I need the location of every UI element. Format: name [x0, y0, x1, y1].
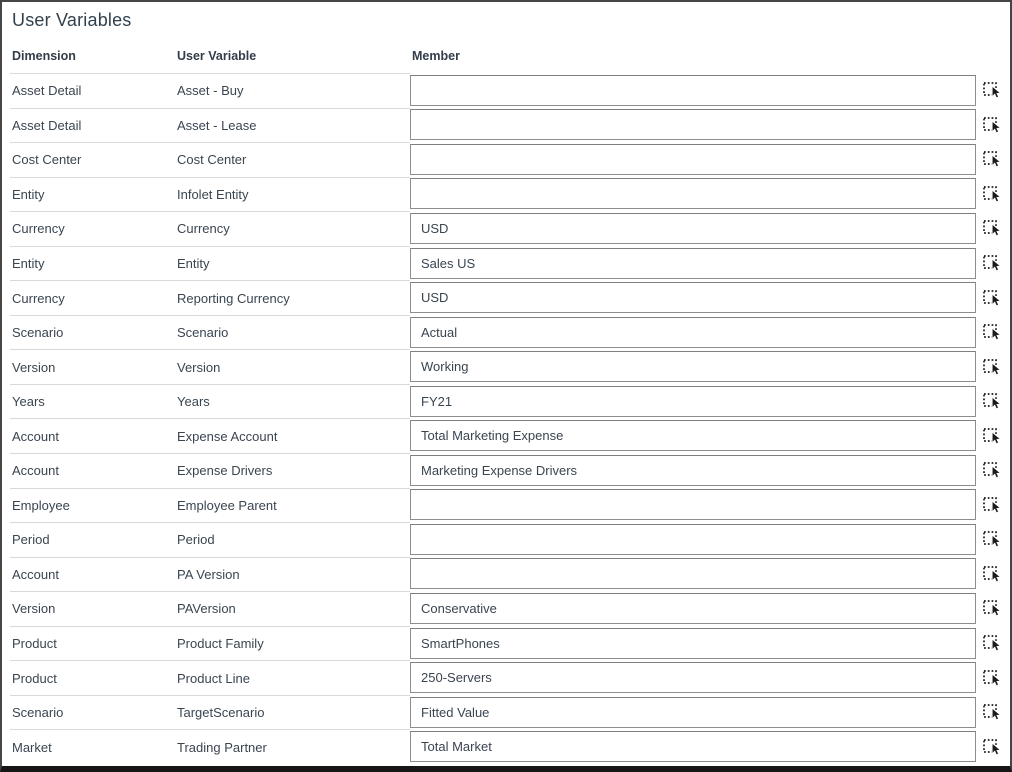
selector-cell [976, 246, 1010, 281]
member-selector-icon [983, 219, 1004, 237]
table-row [2, 591, 1010, 626]
table-row [2, 729, 1010, 764]
selector-cell [976, 418, 1010, 453]
table-header-row [2, 42, 1010, 73]
table-row [2, 488, 1010, 523]
member-selector-icon [983, 530, 1004, 548]
member-field[interactable] [410, 109, 976, 140]
member-selector-button[interactable] [982, 738, 1004, 756]
member-selector-icon [983, 150, 1004, 168]
member-selector-icon [983, 738, 1004, 756]
table-row [2, 349, 1010, 384]
member-field[interactable] [410, 558, 976, 589]
member-selector-button[interactable] [982, 185, 1004, 203]
dimension-cell: Account [10, 418, 177, 453]
selector-cell [976, 660, 1010, 695]
column-header-dimension: Dimension [12, 49, 76, 63]
member-field[interactable]: USD [410, 282, 976, 313]
member-selector-button[interactable] [982, 289, 1004, 307]
user-variable-cell: Trading Partner [175, 729, 410, 764]
table-row [2, 246, 1010, 281]
selector-cell [976, 522, 1010, 557]
table-row [2, 695, 1010, 730]
member-selector-icon [983, 634, 1004, 652]
selector-cell [976, 695, 1010, 730]
table-row [2, 660, 1010, 695]
member-field[interactable]: FY21 [410, 386, 976, 417]
member-selector-icon [983, 703, 1004, 721]
member-field[interactable]: Total Market [410, 731, 976, 762]
member-selector-icon [983, 461, 1004, 479]
table-row [2, 418, 1010, 453]
selector-cell [976, 108, 1010, 143]
user-variable-cell: Reporting Currency [175, 280, 410, 315]
member-field[interactable] [410, 524, 976, 555]
member-selector-button[interactable] [982, 254, 1004, 272]
member-field[interactable]: Actual [410, 317, 976, 348]
member-selector-icon [983, 565, 1004, 583]
dimension-cell: Currency [10, 211, 177, 246]
dimension-cell: Account [10, 557, 177, 592]
member-selector-button[interactable] [982, 219, 1004, 237]
member-selector-icon [983, 185, 1004, 203]
member-selector-icon [983, 323, 1004, 341]
page-title: User Variables [12, 10, 132, 30]
member-selector-icon [983, 496, 1004, 514]
dimension-cell: Currency [10, 280, 177, 315]
member-selector-icon [983, 289, 1004, 307]
dimension-cell: Version [10, 591, 177, 626]
selector-cell [976, 626, 1010, 661]
dimension-cell: Entity [10, 246, 177, 281]
table-row [2, 315, 1010, 350]
member-selector-icon [983, 116, 1004, 134]
member-field[interactable] [410, 75, 976, 106]
dimension-cell: Asset Detail [10, 108, 177, 143]
table-row [2, 142, 1010, 177]
member-selector-button[interactable] [982, 565, 1004, 583]
user-variable-cell: PA Version [175, 557, 410, 592]
user-variable-cell: Expense Drivers [175, 453, 410, 488]
user-variable-cell: Asset - Buy [175, 73, 410, 108]
table-row [2, 453, 1010, 488]
table-row [2, 177, 1010, 212]
dimension-cell: Entity [10, 177, 177, 212]
dimension-cell: Product [10, 626, 177, 661]
selector-cell [976, 315, 1010, 350]
selector-cell [976, 280, 1010, 315]
selector-cell [976, 142, 1010, 177]
table-row [2, 280, 1010, 315]
selector-cell [976, 729, 1010, 764]
member-field[interactable]: Marketing Expense Drivers [410, 455, 976, 486]
member-selector-icon [983, 427, 1004, 445]
table-row [2, 73, 1010, 108]
selector-cell [976, 73, 1010, 108]
dimension-cell: Scenario [10, 695, 177, 730]
table-row [2, 557, 1010, 592]
column-header-member: Member [412, 49, 460, 63]
user-variable-cell: Product Family [175, 626, 410, 661]
member-selector-button[interactable] [982, 530, 1004, 548]
dimension-cell: Account [10, 453, 177, 488]
user-variable-cell: Product Line [175, 660, 410, 695]
dimension-cell: Version [10, 349, 177, 384]
member-selector-button[interactable] [982, 599, 1004, 617]
dimension-cell: Asset Detail [10, 73, 177, 108]
member-field[interactable] [410, 489, 976, 520]
member-selector-button[interactable] [982, 461, 1004, 479]
member-selector-icon [983, 599, 1004, 617]
member-field[interactable]: Sales US [410, 248, 976, 279]
member-field[interactable]: SmartPhones [410, 628, 976, 659]
member-selector-button[interactable] [982, 358, 1004, 376]
user-variable-cell: Expense Account [175, 418, 410, 453]
user-variable-cell: Currency [175, 211, 410, 246]
selector-cell [976, 349, 1010, 384]
user-variable-cell: Asset - Lease [175, 108, 410, 143]
member-selector-button[interactable] [982, 392, 1004, 410]
table-row [2, 211, 1010, 246]
member-selector-button[interactable] [982, 427, 1004, 445]
member-selector-icon [983, 392, 1004, 410]
user-variable-cell: PAVersion [175, 591, 410, 626]
dimension-cell: Market [10, 729, 177, 764]
member-selector-button[interactable] [982, 669, 1004, 687]
member-selector-button[interactable] [982, 116, 1004, 134]
selector-cell [976, 557, 1010, 592]
member-field[interactable]: 250-Servers [410, 662, 976, 693]
table-row [2, 108, 1010, 143]
user-variable-cell: Infolet Entity [175, 177, 410, 212]
dimension-cell: Cost Center [10, 142, 177, 177]
user-variable-cell: Employee Parent [175, 488, 410, 523]
member-field[interactable] [410, 144, 976, 175]
member-field[interactable]: Total Marketing Expense [410, 420, 976, 451]
selector-cell [976, 384, 1010, 419]
selector-cell [976, 453, 1010, 488]
member-selector-button[interactable] [982, 634, 1004, 652]
user-variable-cell: Years [175, 384, 410, 419]
dimension-cell: Scenario [10, 315, 177, 350]
table-row [2, 522, 1010, 557]
user-variable-cell: Entity [175, 246, 410, 281]
user-variable-cell: Version [175, 349, 410, 384]
table-row [2, 384, 1010, 419]
member-selector-icon [983, 254, 1004, 272]
table-row [2, 626, 1010, 661]
member-field[interactable]: USD [410, 213, 976, 244]
member-selector-icon [983, 81, 1004, 99]
member-selector-button[interactable] [982, 81, 1004, 99]
user-variables-rows [2, 73, 1010, 764]
member-field[interactable] [410, 178, 976, 209]
user-variable-cell: Scenario [175, 315, 410, 350]
member-selector-button[interactable] [982, 496, 1004, 514]
member-selector-button[interactable] [982, 323, 1004, 341]
user-variable-cell: TargetScenario [175, 695, 410, 730]
user-variable-cell: Period [175, 522, 410, 557]
member-selector-button[interactable] [982, 703, 1004, 721]
member-field[interactable]: Conservative [410, 593, 976, 624]
member-selector-button[interactable] [982, 150, 1004, 168]
member-field[interactable]: Fitted Value [410, 697, 976, 728]
selector-cell [976, 488, 1010, 523]
dimension-cell: Product [10, 660, 177, 695]
selector-cell [976, 177, 1010, 212]
column-header-user-variable: User Variable [177, 49, 257, 63]
member-field[interactable]: Working [410, 351, 976, 382]
selector-cell [976, 591, 1010, 626]
user-variable-cell: Cost Center [175, 142, 410, 177]
dimension-cell: Employee [10, 488, 177, 523]
selector-cell [976, 211, 1010, 246]
dimension-cell: Years [10, 384, 177, 419]
member-selector-icon [983, 358, 1004, 376]
member-selector-icon [983, 669, 1004, 687]
dimension-cell: Period [10, 522, 177, 557]
